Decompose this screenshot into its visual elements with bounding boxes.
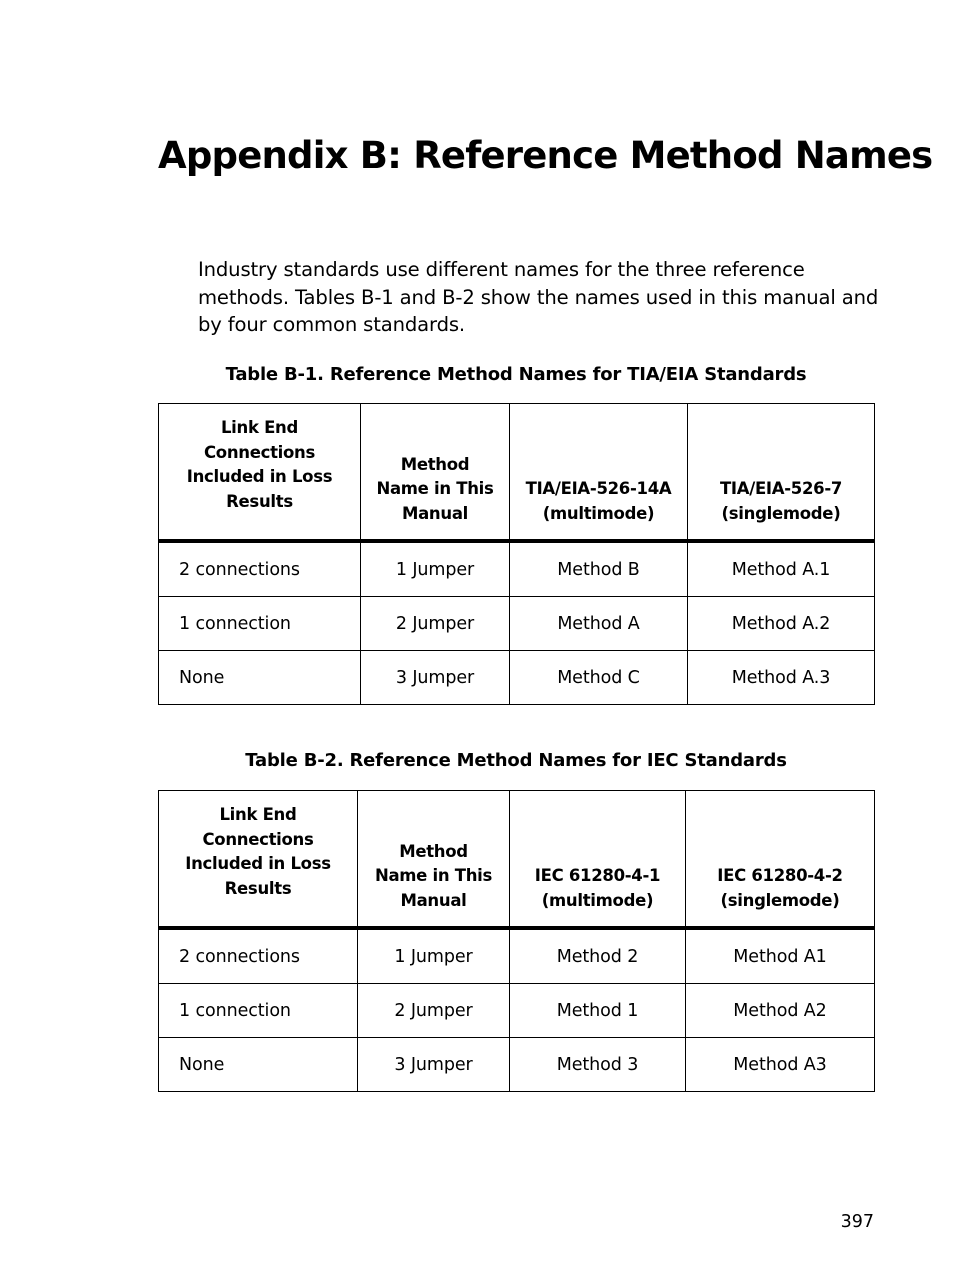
table-cell: 1 connection [159,984,358,1038]
header-line: Manual [400,890,467,910]
header-line: Results [226,491,293,511]
header-line: Link End [220,418,299,437]
table-cell: Method A1 [686,928,875,984]
header-line: Connections [202,829,314,849]
header-line: Method [399,841,468,861]
table-row [159,928,875,984]
table-row [159,541,875,597]
table-cell: None [159,651,361,705]
header-link-end-connections [159,791,358,929]
header-link-end-connections [159,404,361,542]
header-line: Name in This [374,866,493,885]
table-cell: 2 connections [159,928,358,984]
table-cell: None [159,1038,358,1092]
table-caption-b1: Table B-1. Reference Method Names for TIA/EIA Standards [225,364,807,385]
table-cell: Method A [510,597,688,651]
table-cell: Method A.3 [688,651,875,705]
table-header-row [159,791,875,929]
table-cell: Method A3 [686,1038,875,1092]
reference-table-b2 [158,790,875,1092]
table-cell: 3 Jumper [361,651,510,705]
page-number: 397 [840,1212,874,1232]
table-cell: Method C [510,651,688,705]
table-cell: 1 Jumper [358,928,510,984]
header-line: (multimode) [541,890,654,910]
table-cell: 1 Jumper [361,541,510,597]
table-cell: 2 Jumper [361,597,510,651]
header-singlemode-standard [688,404,875,542]
header-method-name [361,404,510,542]
header-line: TIA/EIA-526-7 [719,479,843,498]
table-cell: Method B [510,541,688,597]
table-cell: Method A.1 [688,541,875,597]
table-cell: Method 1 [510,984,686,1038]
table-cell: 2 connections [159,541,361,597]
table-cell: Method 3 [510,1038,686,1092]
header-line: Included in Loss [186,467,333,486]
header-line: Included in Loss [185,854,331,873]
table-row [159,651,875,705]
table-cell: 2 Jumper [358,984,510,1038]
header-method-name [358,791,510,929]
table-row [159,1038,875,1092]
table-cell: 3 Jumper [358,1038,510,1092]
table-row [159,597,875,651]
table-cell: Method A.2 [688,597,875,651]
table-row [159,984,875,1038]
table-header-row [159,404,875,542]
header-multimode-standard [510,791,686,929]
table-cell: Method 2 [510,928,686,984]
header-line: (singlemode) [721,503,841,523]
header-singlemode-standard [686,791,875,929]
reference-table-b1 [158,403,875,705]
header-line: IEC 61280-4-2 [717,866,843,885]
table-caption-b2: Table B-2. Reference Method Names for IEC Standards [245,750,787,771]
table-cell: Method A2 [686,984,875,1038]
header-multimode-standard [510,404,688,542]
header-line: Method [400,454,470,474]
header-line: TIA/EIA-526-14A [525,479,672,498]
intro-paragraph: Industry standards use different names for the three reference methods. Tables B-1 and B-2 show the names used in this manual and by four common standards. [198,258,879,336]
header-line: Connections [203,442,316,462]
page-title: Appendix B: Reference Method Names [158,134,933,177]
table-cell: 1 connection [159,597,361,651]
header-line: Link End [219,805,297,824]
header-line: (singlemode) [720,890,840,910]
header-line: IEC 61280-4-1 [534,866,661,885]
header-line: Results [224,878,292,898]
header-line: Name in This [376,479,494,498]
header-line: Manual [401,503,469,523]
header-line: (multimode) [542,503,655,523]
